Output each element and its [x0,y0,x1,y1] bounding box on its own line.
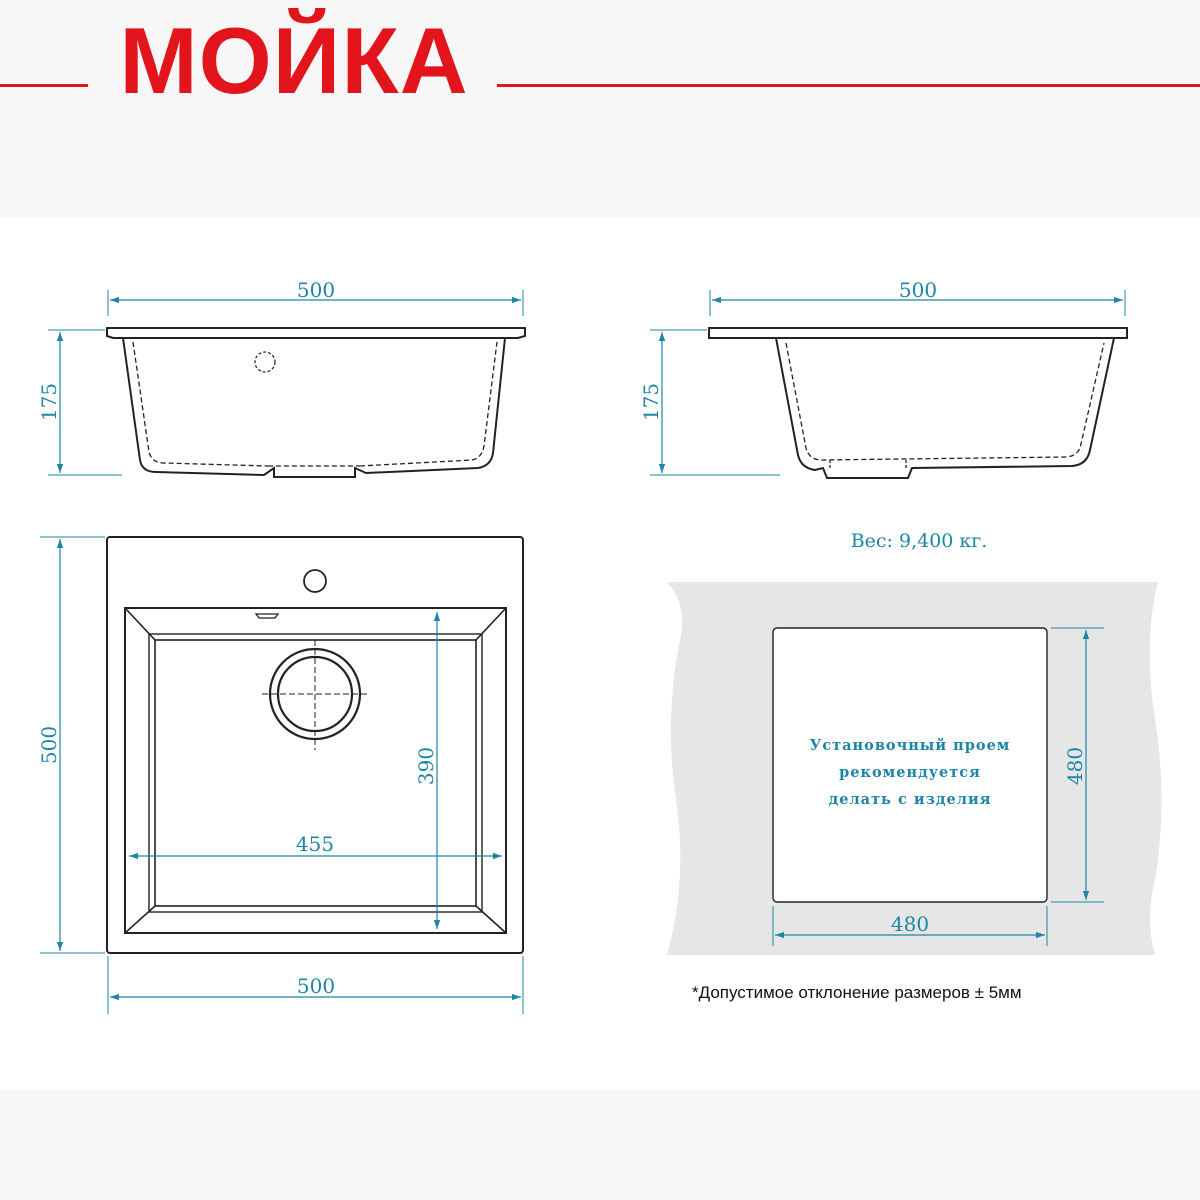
cutout-note-line: рекомендуется [839,764,981,781]
side-view-left [37,278,525,477]
dimension-label: 175 [37,382,61,422]
side-view-right [639,278,1127,478]
sink-rim [107,328,525,338]
cutout-note-line: Установочный проем [809,737,1011,754]
tolerance-footnote: *Допустимое отклонение размеров ± 5мм [692,983,1022,1002]
dimension-label: 500 [296,974,336,998]
dimension-label: 455 [295,832,335,856]
dimension-label: 480 [1063,746,1087,786]
dimension-label: 500 [296,278,336,302]
top-view [37,537,523,1014]
dimension-label: 480 [890,912,930,936]
sink-body [123,338,505,477]
cutout-template [667,582,1162,955]
page-title: МОЙКА [119,8,469,113]
sink-rim [709,328,1127,338]
dimension-label: 390 [414,746,438,786]
dimension-label: 500 [37,725,61,765]
dimension-label: 500 [898,278,938,302]
overflow-hole [255,352,275,372]
faucet-hole [304,570,326,592]
cutout-note-line: делать с изделия [828,791,992,808]
overflow-slot [256,614,278,618]
weight-label: Вес: 9,400 кг. [850,530,988,552]
dimension-label: 175 [639,382,663,422]
